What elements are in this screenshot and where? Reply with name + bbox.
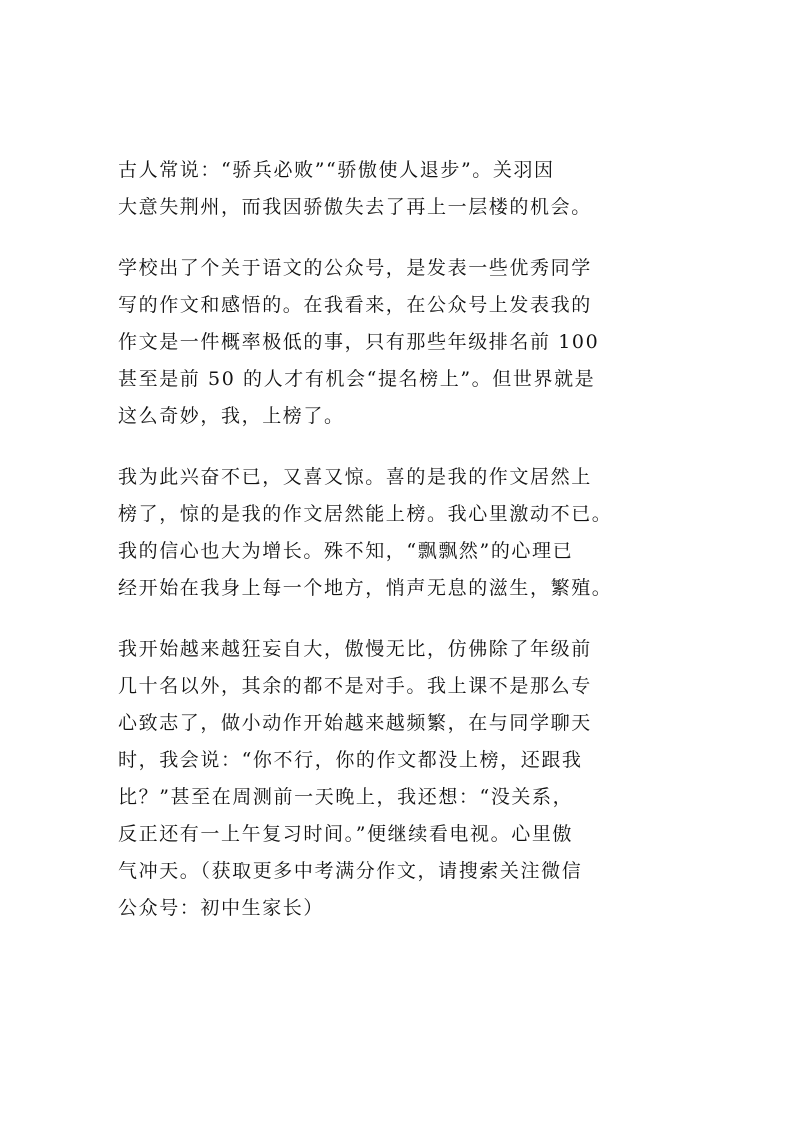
paragraph-2 [118, 250, 678, 435]
text-line: 我开始越来越狂妄自大，傲慢无比，仿佛除了年级前 [118, 638, 592, 660]
text-line: 公众号：初中生家长） [118, 897, 325, 919]
text-line: 气冲天。（获取更多中考满分作文，请搜索关注微信 [118, 860, 583, 882]
text-line: 经开始在我身上每一个地方，悄声无息的滋生，繁殖。 [118, 577, 613, 599]
text-line: 大意失荆州，而我因骄傲失去了再上一层楼的机会。 [118, 196, 592, 218]
text-line: 学校出了个关于语文的公众号，是发表一些优秀同学 [118, 257, 592, 279]
text-line: 我的信心也大为增长。殊不知，“飘飘然”的心理已 [118, 540, 574, 562]
text-line: 写的作文和感悟的。在我看来，在公众号上发表我的 [118, 294, 592, 316]
text-line: 作文是一件概率极低的事，只有那些年级排名前 100 [118, 331, 600, 353]
text-line: 时，我会说：“你不行，你的作文都没上榜，还跟我 [118, 749, 583, 771]
text-line: 几十名以外，其余的都不是对手。我上课不是那么专 [118, 675, 592, 697]
paragraph-4 [118, 631, 678, 927]
text-line: 我为此兴奋不已，又喜又惊。喜的是我的作文居然上 [118, 466, 592, 488]
text-line: 这么奇妙，我，上榜了。 [118, 405, 345, 427]
text-line: 古人常说：“骄兵必败”“骄傲使人退步”。关羽因 [118, 159, 555, 181]
text-line: 反正还有一上午复习时间。”便继续看电视。心里傲 [118, 823, 574, 845]
text-line: 比？”甚至在周测前一天晚上，我还想：“没关系， [118, 786, 574, 808]
paragraph-1 [118, 152, 678, 226]
text-line: 心致志了，做小动作开始越来越频繁，在与同学聊天 [118, 712, 592, 734]
text-line: 甚至是前 50 的人才有机会“提名榜上”。但世界就是 [118, 368, 596, 390]
text-line: 榜了，惊的是我的作文居然能上榜。我心里激动不已。 [118, 503, 613, 525]
essay-body [118, 152, 678, 951]
paragraph-3 [118, 459, 678, 607]
